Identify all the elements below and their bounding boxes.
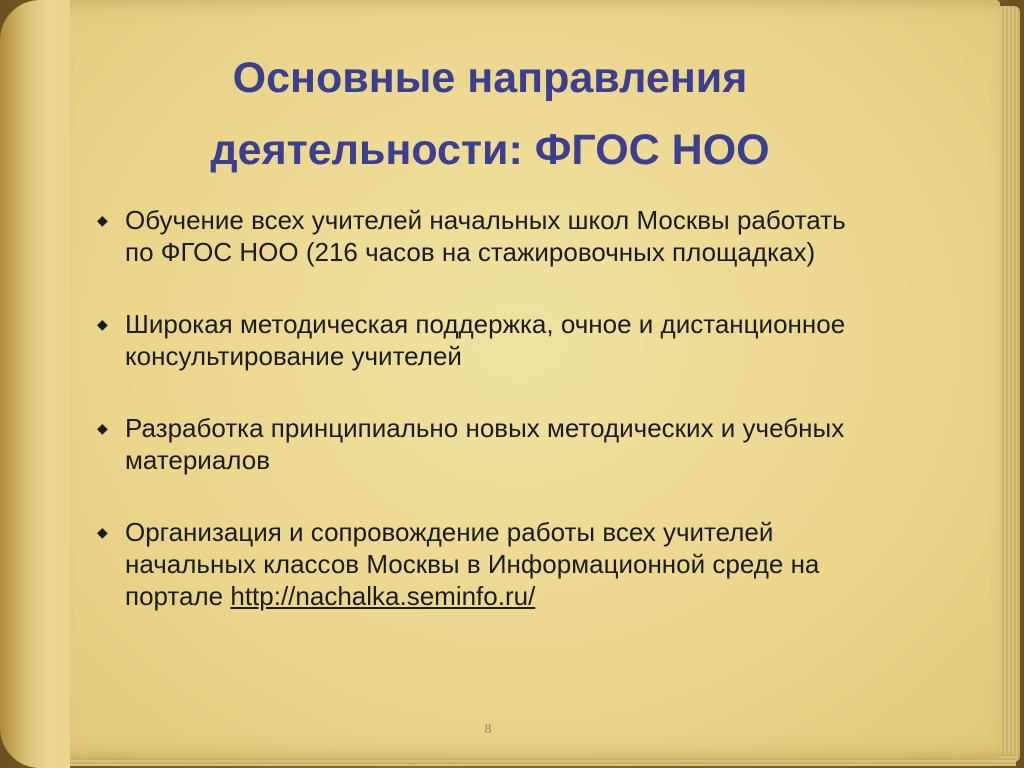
bullet-text: Разработка принципиально новых методических и учебных материалов [125, 413, 845, 475]
diamond-bullet-icon: ◆ [97, 316, 108, 332]
bullet-text: Широкая методическая поддержка, очное и дистанционное консультирование учителей [125, 309, 846, 371]
diamond-bullet-icon: ◆ [97, 212, 108, 228]
list-item [93, 412, 873, 476]
bullet-text: Организация и сопровождение работы всех учителей начальных классов Москвы в Информационной среде на портале [125, 517, 820, 611]
page-curl [0, 0, 70, 768]
page-number: 8 [484, 722, 492, 737]
slide-title [120, 42, 860, 186]
list-item [93, 204, 873, 268]
diamond-bullet-icon: ◆ [97, 420, 108, 436]
portal-link[interactable]: http://nachalka.seminfo.ru/ [230, 581, 536, 611]
bullet-text: Обучение всех учителей начальных школ Москвы работать по ФГОС НОО (216 часов на стажировочных площадках) [125, 205, 846, 267]
title-line-2: деятельности: ФГОС НОО [210, 126, 770, 174]
list-item [93, 516, 873, 612]
title-line-1: Основные направления [232, 54, 748, 102]
bullet-list [93, 204, 873, 652]
diamond-bullet-icon: ◆ [97, 524, 108, 540]
list-item [93, 308, 873, 372]
